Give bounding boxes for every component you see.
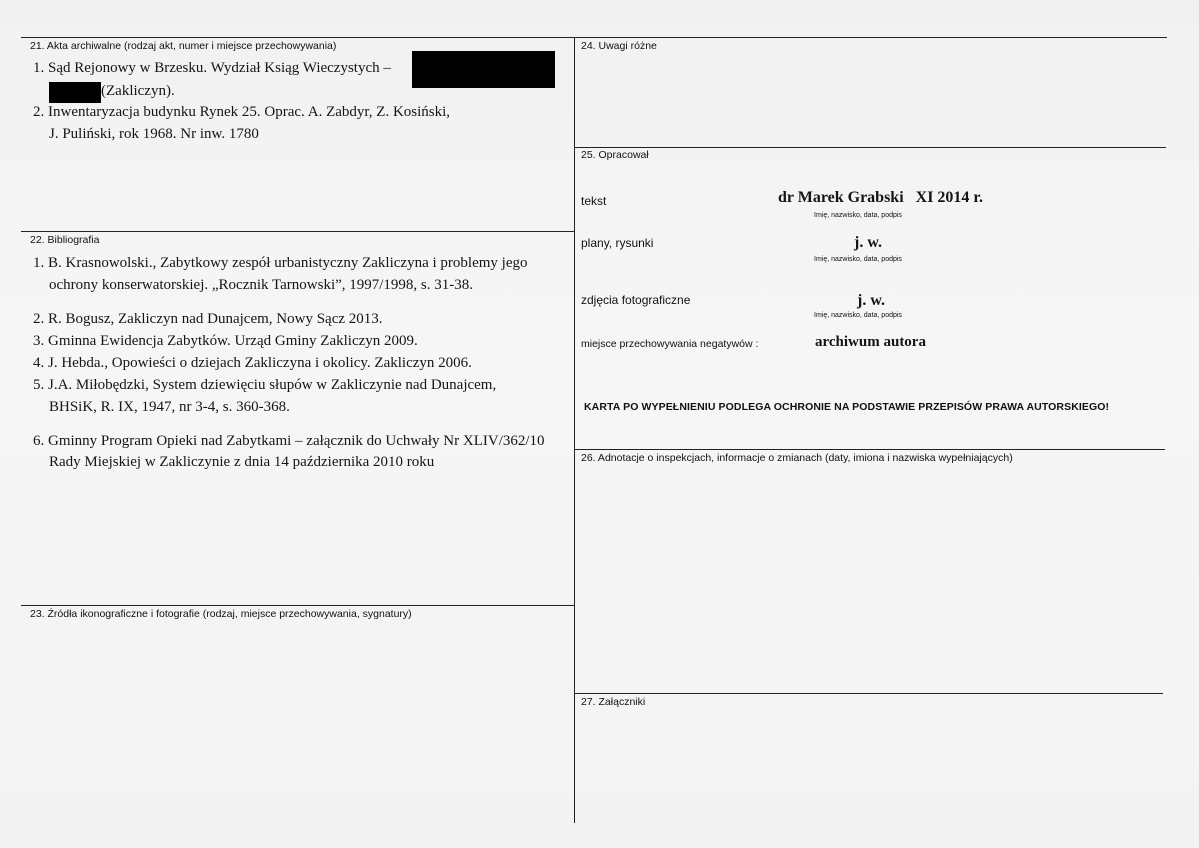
rule-27 [575, 693, 1163, 694]
plans-label: plany, rysunki [581, 236, 654, 250]
section-26-title: 26. Adnotacje o inspekcjach, informacje o zmianach (daty, imiona i nazwiska wypełniających) [581, 452, 1013, 464]
section-21-title: 21. Akta archiwalne (rodzaj akt, numer i miejsce przechowywania) [30, 40, 337, 52]
negatives-value: archiwum autora [815, 334, 926, 350]
text-author-label: tekst [581, 194, 607, 208]
signature-caption: Imię, nazwisko, data, podpis [814, 212, 902, 219]
rule-26 [575, 449, 1165, 450]
bibliography-line: 4. J. Hebda., Opowieści o dziejach Zakliczyna i okolicy. Zakliczyn 2006. [33, 355, 472, 371]
top-rule [21, 37, 1167, 38]
bibliography-line: 1. B. Krasnowolski., Zabytkowy zespół urbanistyczny Zakliczyna i problemy jego [33, 255, 528, 271]
archive-item-2-line-2: J. Puliński, rok 1968. Nr inw. 1780 [49, 126, 259, 142]
section-24-title: 24. Uwagi różne [581, 40, 657, 52]
bibliography-line: 3. Gminna Ewidencja Zabytków. Urząd Gminy Zakliczyn 2009. [33, 333, 418, 349]
text-author-value: dr Marek Grabski XI 2014 r. [778, 189, 984, 206]
bibliography-line: BHSiK, R. IX, 1947, nr 3-4, s. 360-368. [49, 399, 290, 415]
signature-caption: Imię, nazwisko, data, podpis [814, 256, 902, 263]
archive-item-1-line-2: (Zakliczyn). [101, 83, 175, 99]
archive-item-1-line-1: 1. Sąd Rejonowy w Brzesku. Wydział Ksiąg Wieczystych – [33, 60, 391, 76]
section-25-title: 25. Opracował [581, 149, 649, 161]
bibliography-line: 6. Gminny Program Opieki nad Zabytkami – załącznik do Uchwały Nr XLIV/362/10 [33, 433, 545, 449]
photos-label: zdjęcia fotograficzne [581, 293, 691, 307]
center-divider [574, 37, 575, 823]
bibliography-line: 5. J.A. Miłobędzki, System dziewięciu słupów w Zakliczynie nad Dunajcem, [33, 377, 497, 393]
bibliography-line: ochrony konserwatorskiej. „Rocznik Tarnowski”, 1997/1998, s. 31-38. [49, 277, 474, 293]
rule-25 [575, 147, 1166, 148]
negatives-label: miejsce przechowywania negatywów : [581, 338, 759, 350]
rule-22 [21, 231, 574, 232]
plans-value: j. w. [854, 234, 882, 251]
redaction-block-1 [412, 51, 555, 88]
archive-item-2-line-1: 2. Inwentaryzacja budynku Rynek 25. Oprac. A. Zabdyr, Z. Kosiński, [33, 104, 451, 120]
bibliography-line: Rady Miejskiej w Zakliczynie z dnia 14 października 2010 roku [49, 454, 435, 470]
section-27-title: 27. Załączniki [581, 696, 646, 708]
redaction-block-2 [49, 82, 101, 103]
photos-value: j. w. [857, 292, 885, 309]
section-23-title: 23. Źródła ikonograficzne i fotografie (rodzaj, miejsce przechowywania, sygnatury) [30, 608, 412, 620]
bibliography-line: 2. R. Bogusz, Zakliczyn nad Dunajcem, Nowy Sącz 2013. [33, 311, 383, 327]
rule-23 [21, 605, 574, 606]
copyright-notice: KARTA PO WYPEŁNIENIU PODLEGA OCHRONIE NA PODSTAWIE PRZEPISÓW PRAWA AUTORSKIEGO! [584, 401, 1110, 413]
signature-caption: Imię, nazwisko, data, podpis [814, 312, 902, 319]
section-22-title: 22. Bibliografia [30, 234, 100, 246]
